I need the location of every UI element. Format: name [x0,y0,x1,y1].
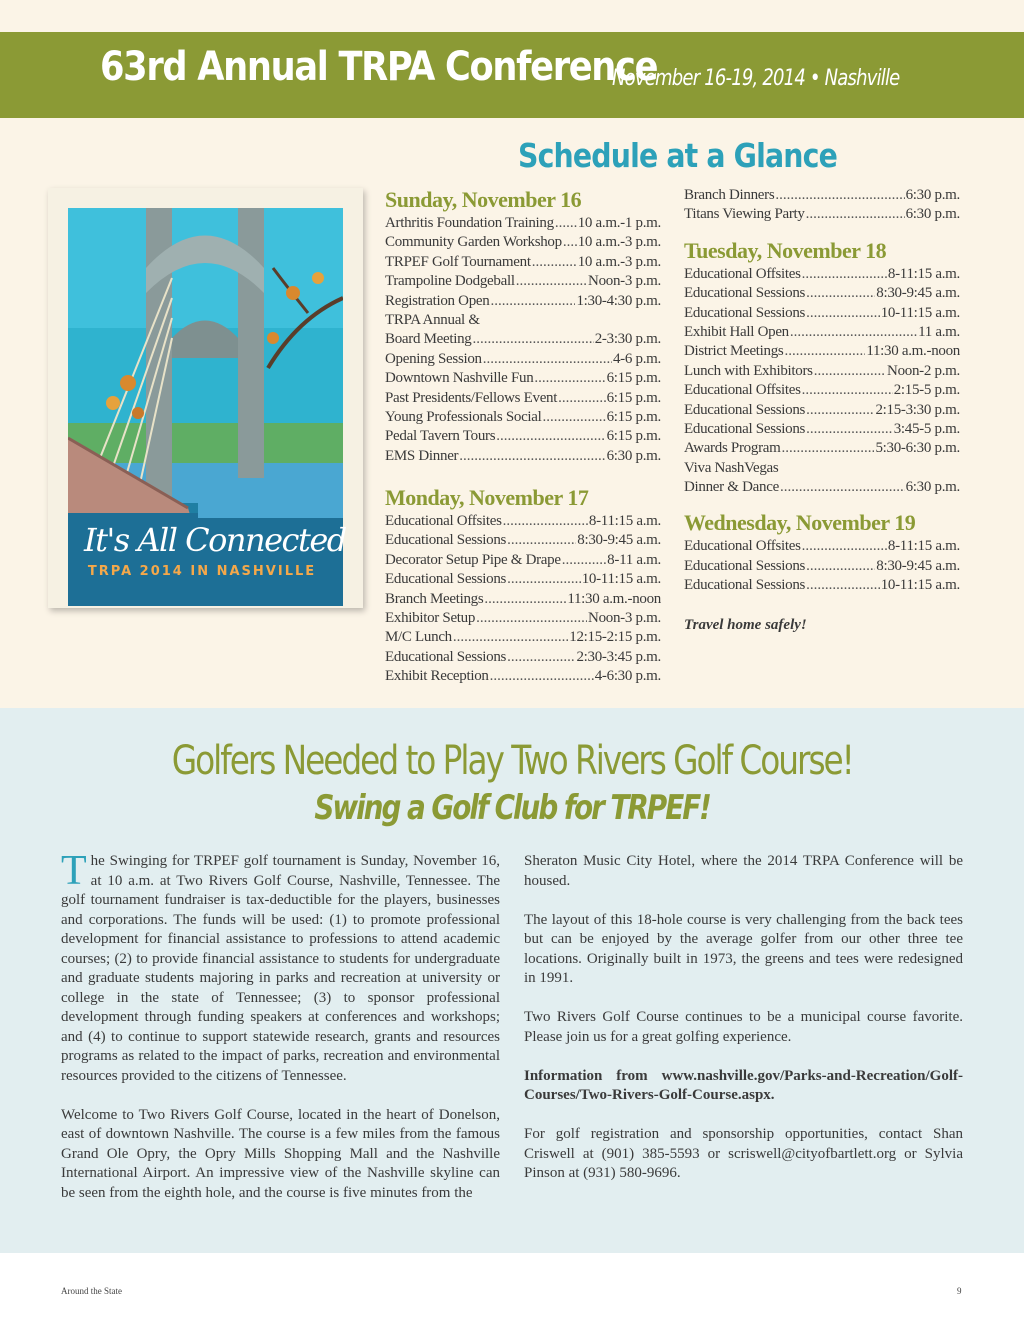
schedule-row [385,648,661,667]
article-column-right [524,852,963,1203]
schedule-row [684,459,960,478]
event-name: Titans Viewing Party [684,206,805,223]
event-time: 8-11:15 a.m. [588,513,661,530]
event-time: 2:15-5 p.m. [893,382,960,399]
event-time: Noon-2 p.m. [887,362,960,379]
event-time: 4-6:30 p.m. [594,668,661,685]
dot-leader [806,205,905,224]
event-time: 2:15-3:30 p.m. [875,401,960,418]
event-name: Exhibit Reception [385,668,489,685]
page-number: 9 [957,1286,962,1296]
schedule-row [385,590,661,609]
dot-leader [555,214,577,233]
dot-leader [563,233,577,252]
event-time: 11 a.m. [918,323,960,340]
dot-leader [790,323,917,342]
event-name: Young Professionals Social [385,408,542,425]
event-name: Branch Meetings [385,590,484,607]
event-time: 6:15 p.m. [606,408,661,425]
article-paragraph-1-text: he Swinging for TRPEF golf tournament is Sunday, November 16, at 10 a.m. at Two Rivers Golf Course, Nashville, Tennessee. The golf tournament fundraiser is tax-deductible for the players, businesses and corporations. The funds will be used: (1) to promote professional development for financial assistance to professions to attend academic courses; (2) to provide financial assistance to students for undergraduate and graduate students majoring in parks and recreation at university or college in the state of Tennessee; (3) to sponsor professional development through funding speakers at conferences and workshops; and (4) to continue to support statewide research, grants and resources programs as related to the impact of parks, recreation and environmental resources provided to the citizens of Tennessee. [61,853,500,1084]
dot-leader [490,667,594,686]
event-time: 8:30-9:45 a.m. [876,285,960,302]
travel-note: Travel home safely! [684,616,807,633]
schedule-row [385,369,661,388]
schedule-row [684,284,960,303]
dot-leader [806,304,880,323]
event-name: Opening Session [385,350,482,367]
event-time: 10-11:15 a.m. [880,304,960,321]
schedule-heading: Schedule at a Glance [518,136,837,175]
article-paragraph-1 [61,848,500,1086]
event-name: Awards Program [684,440,781,457]
schedule-row [385,389,661,408]
article-paragraph-3: The layout of this 18-hole course is very challenging from the back tees but can be enjoyed by the average golfer from our other three tee locations. Originally built in 1973, the greens and tees were redesigned in 1991. [524,911,963,986]
schedule-row [385,427,661,446]
schedule-row [684,537,960,556]
event-name: Decorator Setup Pipe & Drape [385,551,561,568]
event-name: TRPEF Golf Tournament [385,253,531,270]
schedule-row [385,330,661,349]
event-time: 12:15-2:15 p.m. [569,629,661,646]
dot-leader [775,186,904,205]
footer-section-name: Around the State [61,1286,122,1296]
schedule-row [385,253,661,272]
event-name: M/C Lunch [385,629,452,646]
schedule-row [684,439,960,458]
event-time: 10 a.m.-1 p.m. [577,215,661,231]
event-name: Educational Sessions [684,304,806,321]
event-name: Community Garden Workshop [385,234,562,251]
dot-leader [473,330,594,349]
event-time: 2:30-3:45 p.m. [576,648,661,665]
event-name: Lunch with Exhibitors [684,362,813,379]
article-column-left [61,848,500,1203]
event-time: 10 a.m.-3 p.m. [577,253,661,270]
event-time: 6:30 p.m. [905,187,960,203]
schedule-row [684,186,960,205]
article-paragraph-4: Two Rivers Golf Course continues to be a municipal course favorite. Please join us for a great golfing experience. [524,1009,963,1045]
banner-title: 63rd Annual TRPA Conference [100,44,658,90]
conference-poster [48,188,363,608]
day-heading-sunday: Sunday, November 16 [385,187,582,212]
event-name: Viva NashVegas [684,459,779,476]
event-name: Branch Dinners [684,187,775,203]
schedule-row [684,304,960,323]
schedule-row [385,609,661,628]
schedule-row [684,205,960,224]
event-time: 8:30-9:45 a.m. [577,532,661,549]
schedule-row [385,233,661,252]
event-time: 11:30 a.m.-noon [567,590,661,607]
article-contact: For golf registration and sponsorship opportunities, contact Shan Criswell at (901) 385-5593 or scriswell@cityofbartlett.org or Sylvia Pinson at (931) 580-9696. [524,1126,963,1181]
schedule-row [684,420,960,439]
event-name: Educational Offsites [385,513,502,530]
event-name: EMS Dinner [385,447,459,464]
event-time: 6:15 p.m. [606,428,661,445]
dot-leader [806,284,875,303]
dot-leader [802,537,887,556]
event-time: 6:15 p.m. [606,370,661,387]
event-name: Educational Offsites [684,265,801,282]
dot-leader [782,439,875,458]
dot-leader [484,590,566,609]
schedule-row [684,265,960,284]
event-time: 2-3:30 p.m. [594,331,661,348]
event-time: 6:30 p.m. [606,447,661,464]
event-name: Educational Offsites [684,538,801,555]
event-name: Downtown Nashville Fun [385,370,534,387]
event-name: Educational Sessions [684,420,806,437]
dot-leader [534,369,605,388]
dot-leader [543,408,606,427]
schedule-row [385,667,661,686]
event-name: Past Presidents/Fellows Event [385,389,558,406]
schedule-column-left [385,186,661,687]
event-name: Board Meeting [385,331,472,348]
monday-events [385,512,661,687]
event-time: 10-11:15 a.m. [581,571,661,588]
article-paragraph-2-continued: Sheraton Music City Hotel, where the 2014 TRPA Conference will be housed. [524,853,963,889]
poster-subtitle: TRPA 2014 IN NASHVILLE [87,564,317,579]
schedule-row [385,350,661,369]
banner-subtitle: November 16-19, 2014 • Nashville [612,66,900,91]
schedule-row [684,323,960,342]
schedule-row [684,478,960,497]
schedule-row [684,381,960,400]
event-time: 6:30 p.m. [905,206,960,223]
wednesday-events [684,537,960,595]
day-heading-tuesday: Tuesday, November 18 [684,237,887,263]
sunday-events [385,214,661,466]
schedule-row [385,447,661,466]
event-name: Exhibit Hall Open [684,323,789,340]
dot-leader [558,389,605,408]
dot-leader [507,570,581,589]
event-name: TRPA Annual & [385,311,480,328]
event-time: 5:30-6:30 p.m. [875,440,960,457]
event-time: 4-6 p.m. [612,350,661,367]
schedule-row [684,342,960,361]
dot-leader [802,265,887,284]
event-name: Trampoline Dodgeball [385,273,515,290]
event-name: Educational Sessions [385,648,507,665]
schedule-row [684,401,960,420]
event-name: Educational Sessions [385,571,507,588]
dot-leader [453,628,568,647]
schedule-row [385,570,661,589]
dot-leader [806,420,893,439]
day-heading-monday: Monday, November 17 [385,485,589,511]
schedule-row [684,576,960,595]
dot-leader [780,478,905,497]
schedule-column-right [684,186,960,635]
poster-tagline: It's All Connected [84,521,346,559]
schedule-row [385,292,661,311]
schedule-row [684,362,960,381]
event-time: 8-11:15 a.m. [887,265,960,282]
dot-leader [806,576,880,595]
event-time: 8-11:15 a.m. [887,538,960,555]
schedule-row [385,531,661,550]
schedule-row [385,214,661,233]
event-name: District Meetings [684,343,784,360]
event-time: 11:30 a.m.-noon [866,343,960,360]
dot-leader [503,512,588,531]
article-info-link: Information from www.nashville.gov/Parks-and-Recreation/Golf-Courses/Two-Rivers-Golf-Course.aspx. [524,1067,963,1103]
event-name: Arthritis Foundation Training [385,215,554,231]
dot-leader [459,447,605,466]
dot-leader [532,253,577,272]
event-time: 8-11 a.m. [607,551,661,568]
dot-leader [806,557,875,576]
event-name: Registration Open [385,292,490,309]
event-time: 6:15 p.m. [606,389,661,406]
dot-leader [516,272,587,291]
event-name: Educational Offsites [684,382,801,399]
schedule-row [385,551,661,570]
article-paragraph-2: Welcome to Two Rivers Golf Course, located in the heart of Donelson, east of downtown Nashville. The course is a few miles from the famous Grand Ole Opry, the Opry Mills Shopping Mall and the Nashville International Airport. An impressive view of the Nashville skyline can be seen from the eighth hole, and the course is five minutes from the [61,1106,500,1201]
dot-leader [507,531,576,550]
golf-subtitle-text: Swing a Golf Club for TRPEF! [314,788,710,828]
day-heading-wednesday: Wednesday, November 19 [684,510,916,536]
dot-leader [806,401,874,420]
dot-leader [814,362,886,381]
golf-title-text: Golfers Needed to Play Two Rivers Golf Course! [171,738,853,784]
schedule-row [385,512,661,531]
event-time: Noon-3 p.m. [588,610,661,627]
event-time: 6:30 p.m. [905,479,960,496]
event-time: 10 a.m.-3 p.m. [577,234,661,251]
event-time: 8:30-9:45 a.m. [876,557,960,574]
monday-events-continued [684,186,960,225]
dot-leader [490,292,575,311]
drop-cap: T [61,848,87,894]
event-name: Educational Sessions [684,285,806,302]
dot-leader [507,648,575,667]
event-name: Pedal Tavern Tours [385,428,496,445]
dot-leader [476,609,587,628]
tuesday-events [684,265,960,498]
dot-leader [784,342,865,361]
schedule-row [385,408,661,427]
schedule-row [684,557,960,576]
event-name: Educational Sessions [684,577,806,594]
event-name: Educational Sessions [684,557,806,574]
event-time: 3:45-5 p.m. [893,420,960,437]
dot-leader [496,427,605,446]
event-time: Noon-3 p.m. [588,273,661,290]
dot-leader [483,350,612,369]
event-name: Educational Sessions [385,532,507,549]
event-time: 10-11:15 a.m. [880,577,960,594]
schedule-row [385,628,661,647]
event-name: Educational Sessions [684,401,806,418]
schedule-row [385,272,661,291]
event-name: Dinner & Dance [684,479,779,496]
dot-leader [562,551,606,570]
schedule-row [385,311,661,330]
golf-title [0,738,1024,784]
golf-subtitle [0,788,1024,828]
event-name: Exhibitor Setup [385,610,476,627]
dot-leader [802,381,893,400]
event-time: 1:30-4:30 p.m. [576,292,661,309]
